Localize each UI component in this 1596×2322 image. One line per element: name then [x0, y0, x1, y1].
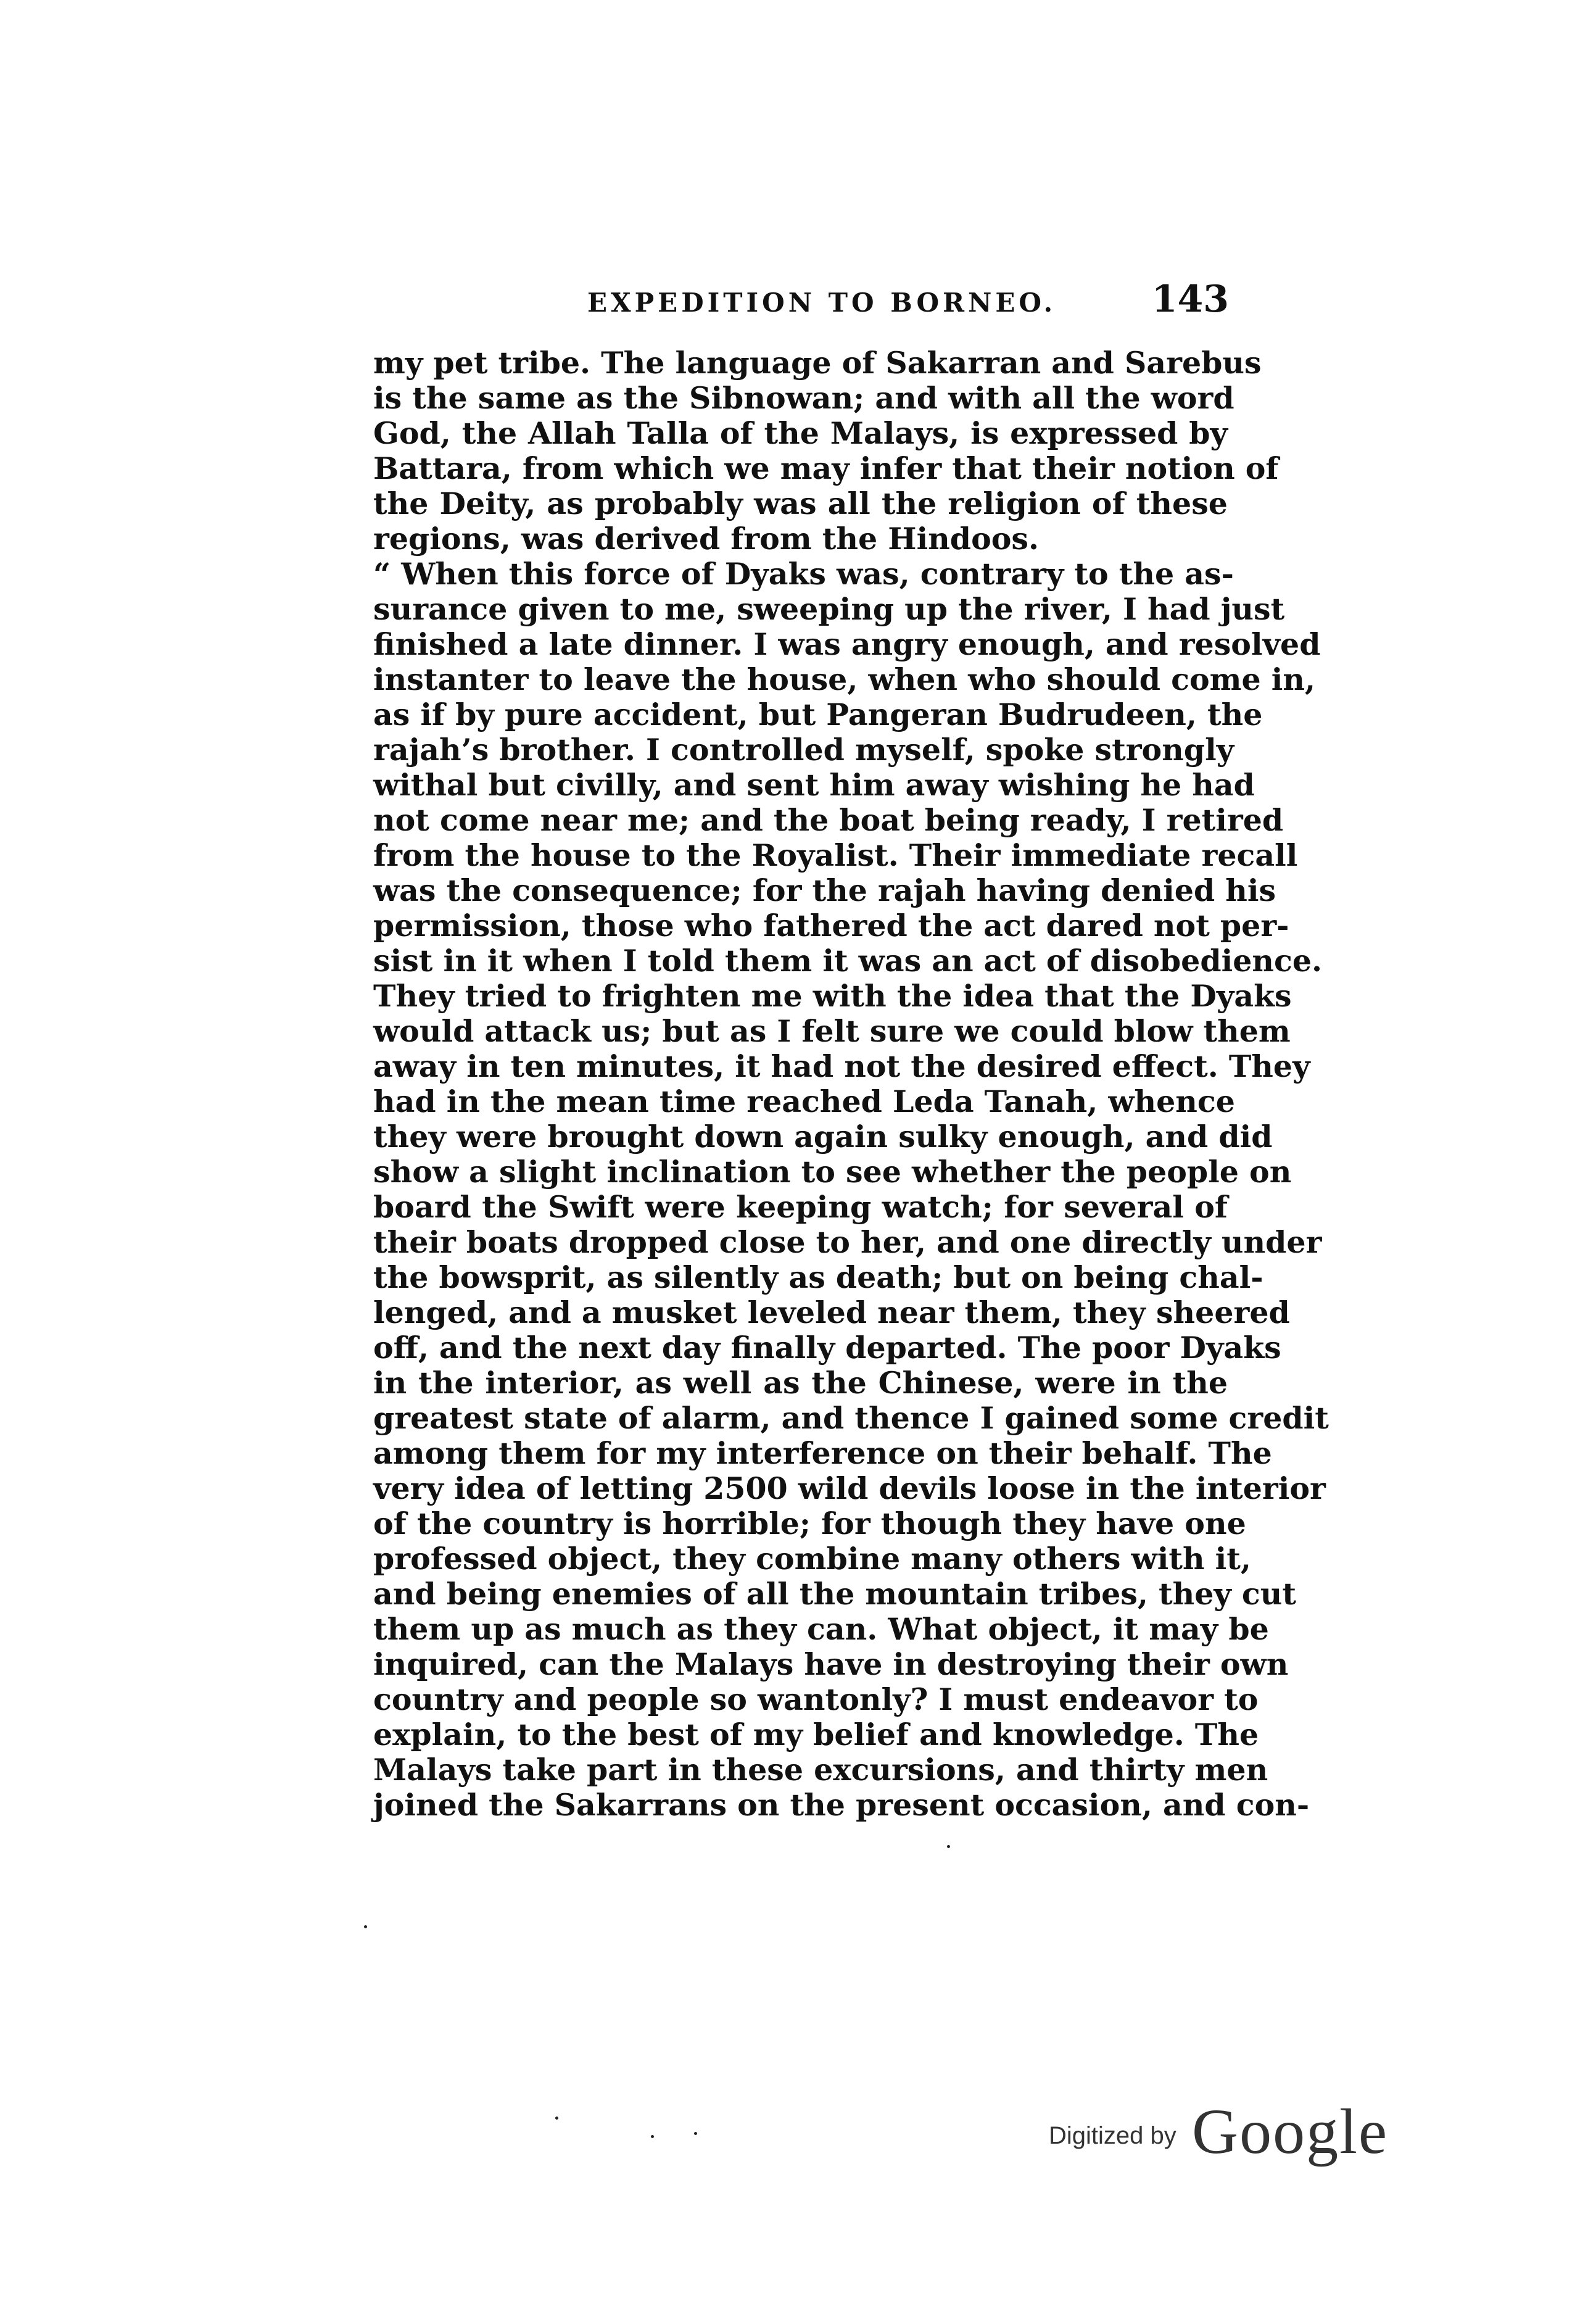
google-logo: Google [1192, 2096, 1389, 2167]
text-line: Malays take part in these excursions, and thirty men [373, 1752, 1268, 1788]
text-line: my pet tribe. The language of Sakarran and Sarebus [373, 345, 1262, 381]
text-line: sist in it when I told them it was an act of disobedience. [373, 943, 1323, 979]
page-header [378, 278, 1229, 327]
text-line: the bowsprit, as silently as death; but on being chal- [373, 1259, 1263, 1295]
text-line: professed object, they combine many others with it, [373, 1541, 1251, 1577]
page-number: 143 [1151, 278, 1229, 321]
text-line: them up as much as they can. What object, it may be [373, 1611, 1269, 1647]
text-line: as if by pure accident, but Pangeran Budrudeen, the [373, 697, 1263, 732]
text-line: among them for my interference on their behalf. The [373, 1435, 1272, 1471]
scan-speck [947, 1845, 950, 1848]
text-line: is the same as the Sibnowan; and with all the word [373, 380, 1234, 416]
text-line: finished a late dinner. I was angry enough, and resolved [373, 626, 1321, 662]
text-line: God, the Allah Talla of the Malays, is expressed by [373, 415, 1228, 451]
text-line: withal but civilly, and sent him away wishing he had [373, 767, 1255, 803]
text-line: in the interior, as well as the Chinese, were in the [373, 1365, 1228, 1401]
text-line: Battara, from which we may infer that their notion of [373, 450, 1279, 486]
text-line: the Deity, as probably was all the religion of these [373, 486, 1228, 521]
scan-speck [364, 1925, 367, 1928]
text-line: had in the mean time reached Leda Tanah, whence [373, 1084, 1235, 1119]
text-line: away in ten minutes, it had not the desired effect. They [373, 1048, 1310, 1084]
text-line: their boats dropped close to her, and one directly under [373, 1224, 1322, 1260]
text-line: off, and the next day finally departed. The poor Dyaks [373, 1330, 1281, 1366]
text-line: of the country is horrible; for though they have one [373, 1506, 1246, 1541]
digitized-by-watermark [1049, 2095, 1419, 2167]
text-line: not come near me; and the boat being ready, I retired [373, 802, 1284, 838]
text-line: joined the Sakarrans on the present occasion, and con- [373, 1787, 1310, 1823]
text-line: lenged, and a musket leveled near them, they sheered [373, 1295, 1290, 1330]
text-line: “ When this force of Dyaks was, contrary to the as- [373, 556, 1234, 592]
text-line: explain, to the best of my belief and knowledge. The [373, 1717, 1259, 1752]
text-line: and being enemies of all the mountain tribes, they cut [373, 1576, 1297, 1612]
text-line: from the house to the Royalist. Their immediate recall [373, 837, 1298, 873]
text-line: permission, those who fathered the act dared not per- [373, 908, 1289, 943]
scan-speck [694, 2132, 697, 2135]
body-text [373, 345, 1329, 1823]
text-line: regions, was derived from the Hindoos. [373, 521, 1040, 557]
text-line: rajah’s brother. I controlled myself, spoke strongly [373, 732, 1234, 768]
text-line: They tried to frighten me with the idea that the Dyaks [373, 978, 1292, 1014]
text-line: very idea of letting 2500 wild devils loose in the interior [373, 1470, 1326, 1506]
text-line: inquired, can the Malays have in destroying their own [373, 1646, 1289, 1682]
scan-speck [555, 2117, 558, 2120]
text-line: instanter to leave the house, when who should come in, [373, 661, 1316, 697]
text-line: country and people so wantonly? I must endeavor to [373, 1681, 1259, 1717]
scan-speck [651, 2135, 654, 2138]
digitized-by-label: Digitized by [1049, 2122, 1176, 2149]
text-line: surance given to me, sweeping up the river, I had just [373, 591, 1285, 627]
text-line: they were brought down again sulky enough, and did [373, 1119, 1273, 1155]
text-line: greatest state of alarm, and thence I gained some credit [373, 1400, 1329, 1436]
running-head: EXPEDITION TO BORNEO. [587, 288, 1057, 318]
text-line: board the Swift were keeping watch; for several of [373, 1189, 1228, 1225]
text-line: would attack us; but as I felt sure we could blow them [373, 1013, 1291, 1049]
text-line: was the consequence; for the rajah having denied his [373, 873, 1276, 908]
text-line: show a slight inclination to see whether the people on [373, 1154, 1292, 1190]
